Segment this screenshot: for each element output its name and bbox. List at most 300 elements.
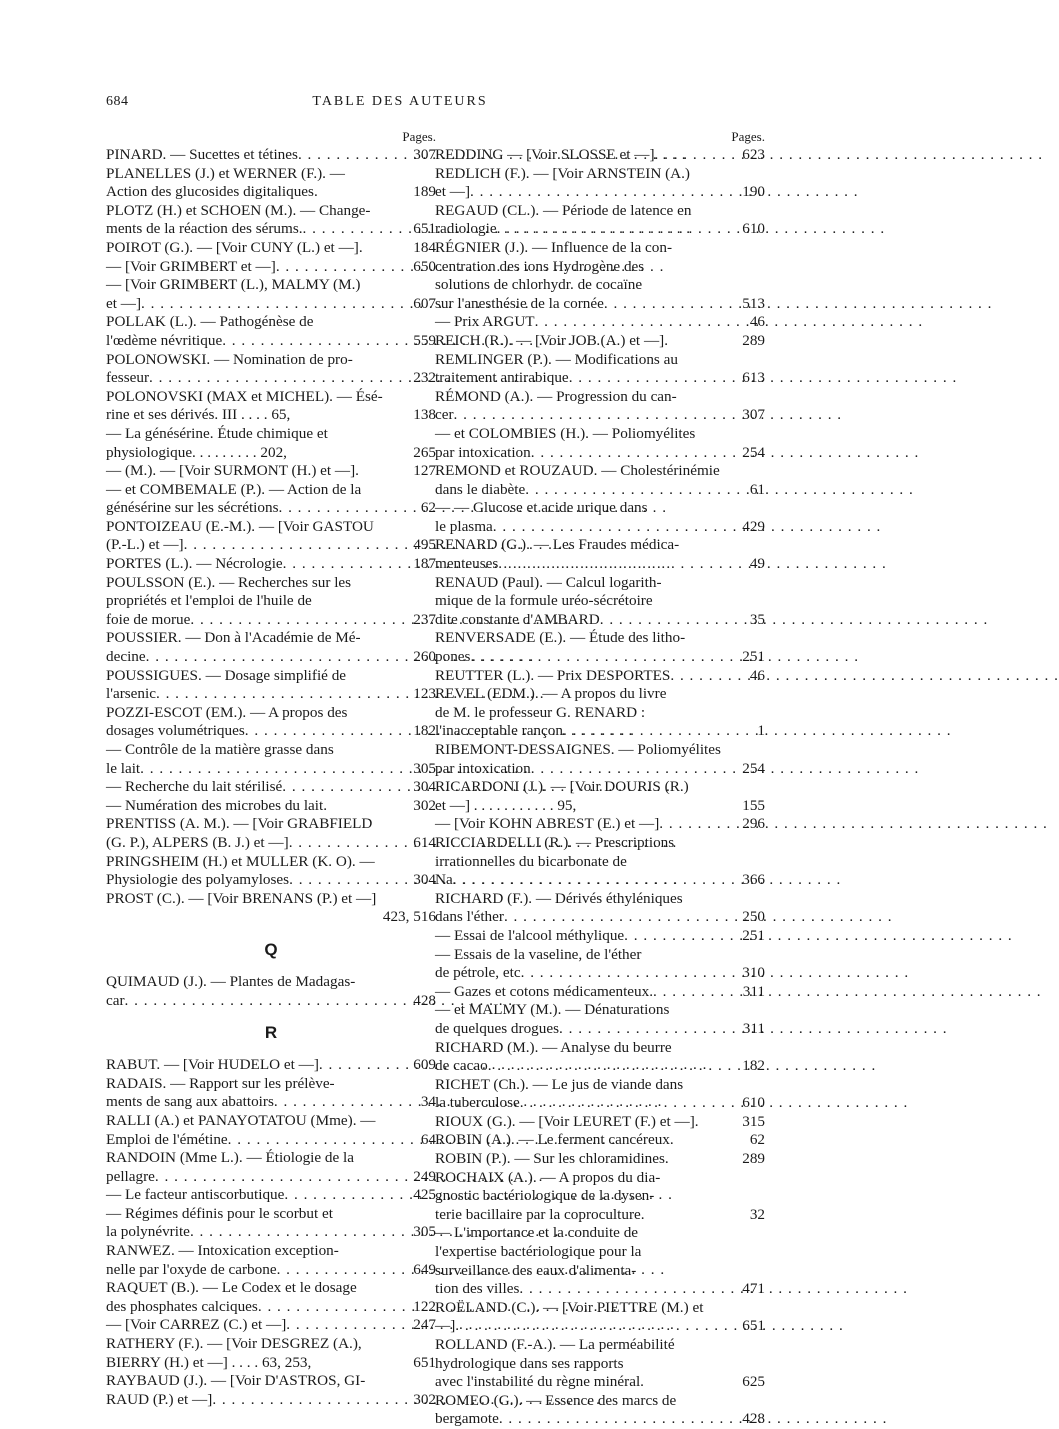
entry-text: le plasma: [435, 517, 493, 535]
index-entry: [106, 797, 436, 816]
entry-line: [106, 973, 436, 992]
page-ref: 649: [413, 1260, 436, 1278]
entry-line: [435, 1206, 765, 1225]
entry-line: [106, 1075, 436, 1094]
entry-line: [435, 871, 765, 890]
entry-text: de cacao: [435, 1057, 488, 1075]
entry-text: REDDING — [Voir SLOSSE et —]: [435, 146, 655, 163]
entry-text: POULSSON (E.). — Recherches sur les: [106, 573, 352, 591]
entry-text: des phosphates calciques: [106, 1297, 258, 1315]
index-entry: [435, 629, 765, 666]
entry-line: [106, 871, 436, 890]
index-entry: [435, 462, 765, 499]
entry-line: [106, 1205, 436, 1224]
page-ref: 138: [413, 406, 436, 424]
entry-line: [435, 927, 765, 946]
entry-line: [435, 518, 765, 537]
index-entry: [435, 983, 765, 1002]
entry-text: RENARD (G.). — Les Fraudes médica-: [435, 536, 680, 554]
dot-leader: [563, 722, 754, 741]
index-entry: [106, 481, 436, 518]
left-column: [106, 128, 436, 1409]
index-entry: [435, 499, 765, 536]
page-ref: 651: [413, 220, 436, 238]
entry-text: REMOND et ROUZAUD. — Cholestérinémie: [435, 462, 720, 480]
dot-leader: [520, 1094, 739, 1113]
index-entry: [435, 927, 765, 946]
index-entry: [435, 1169, 765, 1225]
entry-line: [435, 890, 765, 909]
page-ref: 32: [749, 1205, 765, 1223]
entry-text: ments de la réaction des sérums.: [106, 220, 303, 238]
page-ref: 423, 516: [382, 908, 436, 926]
entry-line: [435, 946, 765, 965]
index-entry: [435, 1113, 765, 1132]
page-ref: 428: [742, 1410, 765, 1428]
entry-line: [435, 629, 765, 648]
entry-line: [106, 332, 436, 351]
entry-line: [435, 1373, 765, 1392]
dot-leader: [363, 239, 411, 258]
index-entry: [106, 1242, 436, 1279]
dot-leader: [284, 1186, 410, 1205]
index-entry: [106, 890, 436, 927]
entry-line: [435, 704, 765, 723]
entry-line: [435, 1113, 765, 1132]
entry-line: [435, 481, 765, 500]
page-ref: 310: [742, 964, 765, 982]
page-ref: 289: [742, 331, 765, 349]
entry-text: fesseur: [106, 369, 150, 387]
entry-line: [106, 667, 436, 686]
page-ref: 610: [742, 220, 765, 238]
entry-text: ROCHAIX (A.). — A propos du dia-: [435, 1168, 661, 1186]
dot-leader: [569, 369, 740, 388]
index-entry: [106, 815, 436, 852]
page-ref: 184: [413, 238, 436, 256]
entry-line: [435, 165, 765, 184]
index-entry: [106, 239, 436, 258]
dot-leader: [141, 295, 410, 314]
page-ref: 302: [413, 1390, 436, 1408]
entry-line: [106, 536, 436, 555]
entry-line: [106, 1186, 436, 1205]
index-entry: [106, 351, 436, 388]
entry-text: RATHERY (F.). — [Voir DESGREZ (A.),: [106, 1335, 362, 1353]
entry-line: [106, 685, 436, 704]
entry-line: [106, 592, 436, 611]
entry-text: RICHARD (F.). — Dérivés éthyléniques: [435, 889, 683, 907]
entry-line: [435, 1057, 765, 1076]
entry-text: l'inacceptable rançon: [435, 722, 563, 740]
entry-line: [435, 332, 765, 351]
entry-text: RABUT. — [Voir HUDELO et —]: [106, 1056, 319, 1074]
dot-leader: [289, 834, 411, 853]
page-ref: 296: [742, 815, 765, 833]
entry-text: centration des ions Hydrogène des: [435, 257, 645, 275]
entry-line: [106, 258, 436, 277]
dot-leader: [318, 183, 410, 202]
entry-line: [435, 1336, 765, 1355]
dot-leader: [659, 815, 739, 834]
dot-leader: [125, 992, 411, 1011]
entry-line: [435, 444, 765, 463]
dot-leader: [155, 1168, 410, 1187]
page-ref: 35: [749, 610, 765, 628]
entry-line: [435, 760, 765, 779]
dot-leader: [624, 927, 739, 946]
entry-text: RANWEZ. — Intoxication exception-: [106, 1242, 339, 1260]
entry-text: PORTES (L.). — Nécrologie: [106, 555, 283, 573]
index-entry: [435, 1039, 765, 1076]
entry-text: surveillance des eaux d'alimenta-: [435, 1261, 637, 1279]
entry-line: [435, 1299, 765, 1318]
dot-leader: [499, 1410, 739, 1429]
entry-text: decine: [106, 648, 146, 666]
section-letter: R: [264, 1023, 278, 1043]
entry-text: cer: [435, 406, 454, 424]
index-entry: [435, 667, 765, 686]
entry-text: terie bacillaire par la coproculture.: [435, 1205, 645, 1223]
entry-text: l'arsenic: [106, 685, 156, 703]
dot-leader: [190, 611, 410, 630]
entry-text: PROST (C.). — [Voir BRENANS (P.) et —]: [106, 889, 377, 907]
index-entry: [435, 202, 765, 239]
entry-line: [435, 611, 765, 630]
entry-text: la polynévrite: [106, 1223, 190, 1241]
entry-text: la tuberculose: [435, 1094, 520, 1112]
dot-leader: [190, 1223, 410, 1242]
section-letter: Q: [264, 939, 278, 959]
entry-text: — [Voir CARREZ (C.) et —]: [106, 1316, 287, 1334]
entry-text: menteuses: [435, 555, 499, 573]
entry-line: [106, 1056, 436, 1075]
entry-line: [435, 388, 765, 407]
entry-line: [435, 220, 765, 239]
index-entry: [106, 202, 436, 239]
entry-line: [435, 1094, 765, 1113]
entry-text: rine et ses dérivés. III . . . . 65,: [106, 406, 291, 424]
entry-text: dosages volumétriques: [106, 722, 245, 740]
entry-text: —]: [435, 1317, 456, 1335]
dot-leader: [319, 1056, 410, 1075]
entry-text: dans l'éther: [435, 908, 504, 926]
page-ref: 425: [413, 1186, 436, 1204]
index-entry: [106, 1186, 436, 1205]
entry-text: par intoxication: [435, 759, 531, 777]
page-ref: 513: [742, 294, 765, 312]
dot-leader: [286, 1316, 410, 1335]
page-ref: 249: [413, 1167, 436, 1185]
page-ref: 614: [413, 833, 436, 851]
entry-line: [106, 890, 436, 909]
entry-line: [435, 1187, 765, 1206]
entry-text: radiologie: [435, 220, 497, 238]
entry-line: [106, 1223, 436, 1242]
dot-leader: [521, 964, 740, 983]
entry-line: [435, 239, 765, 258]
entry-text: — et COLOMBIES (H.). — Poliomyélites: [435, 424, 696, 442]
index-entry: [106, 146, 436, 165]
index-entry: [106, 388, 436, 425]
index-entry: [106, 1205, 436, 1242]
entry-text: RÉGNIER (J.). — Influence de la con-: [435, 238, 673, 256]
index-entry: [435, 1076, 765, 1113]
entry-line: [435, 313, 765, 332]
index-entry: [435, 1224, 765, 1298]
index-entry: [435, 536, 765, 573]
entry-text: RÉMOND (A.). — Progression du can-: [435, 387, 677, 405]
entry-text: RIOUX (G.). — [Voir LEURET (F.) et —].: [435, 1112, 699, 1130]
index-entry: [106, 667, 436, 704]
entry-line: [435, 908, 765, 927]
entry-text: — Gazes et cotons médicamenteux.: [435, 982, 654, 1000]
dot-leader: [493, 518, 739, 537]
entry-text: tion des villes: [435, 1280, 520, 1298]
entry-line: [106, 202, 436, 221]
entry-line: [435, 146, 765, 165]
index-entry: [435, 332, 765, 351]
index-entry: [106, 518, 436, 555]
entry-text: de quelques drogues: [435, 1019, 559, 1037]
entry-text: PLANELLES (J.) et WERNER (F.). —: [106, 164, 345, 182]
entry-text: irrationnelles du bicarbonate de: [435, 852, 627, 870]
entry-line: [106, 183, 436, 202]
index-entry: [435, 574, 765, 630]
entry-text: ROËLAND (C.). — [Voir PIETTRE (M.) et: [435, 1298, 704, 1316]
entry-line: [106, 351, 436, 370]
page-ref: 251: [742, 648, 765, 666]
entry-text: dite constante d'AMBARD: [435, 610, 600, 628]
entry-text: — [Voir GRIMBERT et —]: [106, 257, 276, 275]
entry-text: pones: [435, 648, 471, 666]
page-ref: 650: [413, 257, 436, 275]
entry-line: [106, 276, 436, 295]
entry-text: REVEL (EDM.). — A propos du livre: [435, 685, 667, 703]
entry-line: [435, 1001, 765, 1020]
entry-line: [106, 481, 436, 500]
entry-text: gnostic bactériologique de la dysen-: [435, 1187, 655, 1205]
entry-text: PLOTZ (H.) et SCHOEN (M.). — Change-: [106, 201, 371, 219]
dot-leader: [287, 444, 410, 463]
entry-line: [106, 1261, 436, 1280]
entry-text: Na: [435, 871, 453, 889]
entry-line: [106, 1335, 436, 1354]
dot-leader: [290, 406, 410, 425]
entry-line: [106, 1279, 436, 1298]
entry-line: [435, 853, 765, 872]
page-ref: 302: [413, 796, 436, 814]
entry-text: pellagre: [106, 1167, 155, 1185]
entry-line: [435, 964, 765, 983]
dot-leader: [531, 444, 739, 463]
entry-text: génésérine sur les sécrétions: [106, 499, 279, 517]
index-entry: [106, 276, 436, 313]
entry-text: — Régimes définis pour le scorbut et: [106, 1204, 333, 1222]
page-ref: 315: [742, 1112, 765, 1130]
entry-line: [435, 1392, 765, 1411]
entry-line: [435, 462, 765, 481]
entry-line: [106, 444, 436, 463]
dot-leader: [531, 760, 739, 779]
index-entry: [106, 574, 436, 630]
index-entry: [435, 351, 765, 388]
page-number: 684: [106, 94, 129, 109]
entry-line: [106, 1372, 436, 1391]
entry-line: [106, 741, 436, 760]
entry-line: [435, 778, 765, 797]
entry-line: [106, 313, 436, 332]
dot-leader: [359, 462, 410, 481]
entry-text: de pétrole, etc: [435, 964, 521, 982]
dot-leader: [455, 1317, 739, 1336]
dot-leader: [576, 797, 739, 816]
page-ref: 254: [742, 759, 765, 777]
page-ref: 182: [742, 1057, 765, 1075]
dot-leader: [278, 499, 417, 518]
index-entry: [435, 778, 765, 815]
index-entry: [435, 425, 765, 462]
page-ref: 304: [413, 778, 436, 796]
entry-text: — La génésérine. Étude chimique et: [106, 424, 328, 442]
page-ref: 254: [742, 443, 765, 461]
entry-line: [106, 388, 436, 407]
entry-line: [435, 1150, 765, 1169]
page-ref: 428: [413, 991, 436, 1009]
entry-text: POIROT (G.). — [Voir CUNY (L.) et —].: [106, 238, 363, 256]
entry-text: ROBIN (A.). — Le ferment cancéreux.: [435, 1131, 674, 1149]
dot-leader: [470, 648, 739, 667]
entry-text: RENAUD (Paul). — Calcul logarith-: [435, 573, 662, 591]
entry-line: [435, 536, 765, 555]
dot-leader: [106, 908, 380, 927]
dot-leader: [604, 295, 739, 314]
page-ref: 495: [413, 536, 436, 554]
entry-line: [435, 202, 765, 221]
entry-line: [106, 369, 436, 388]
entry-text: solutions de chlorhydr. de cocaïne: [435, 276, 643, 294]
entry-text: par intoxication: [435, 443, 531, 461]
index-entry: [435, 1299, 765, 1336]
entry-text: RAUD (P.) et —]: [106, 1390, 213, 1408]
entry-line: [435, 667, 765, 686]
page-ref: 250: [742, 908, 765, 926]
index-entry: [435, 1392, 765, 1429]
entry-text: RADAIS. — Rapport sur les prélève-: [106, 1074, 335, 1092]
entry-line: [106, 146, 436, 165]
entry-line: [435, 1317, 765, 1336]
index-entry: [106, 1075, 436, 1112]
entry-line: [435, 722, 765, 741]
entry-line: [106, 992, 436, 1011]
entry-text: (G. P.), ALPERS (B. J.) et —]: [106, 833, 289, 851]
dot-leader: [644, 1373, 739, 1392]
entry-line: [435, 648, 765, 667]
entry-text: foie de morue: [106, 610, 191, 628]
entry-text: ROBIN (P.). — Sur les chloramidines.: [435, 1150, 669, 1168]
entry-line: [435, 685, 765, 704]
index-entry: [106, 973, 436, 1010]
page-ref: 559: [413, 331, 436, 349]
entry-text: ments de sang aux abattoirs: [106, 1093, 274, 1111]
entry-text: — Recherche du lait stérilisé: [106, 778, 283, 796]
entry-text: POZZI-ESCOT (EM.). — A propos des: [106, 703, 348, 721]
dot-leader: [535, 313, 747, 332]
page-ref: 307: [742, 406, 765, 424]
index-entry: [106, 1279, 436, 1316]
entry-line: [106, 462, 436, 481]
dot-leader: [645, 1206, 747, 1225]
entry-text: RICCIARDELLI (R.). — Prescriptions: [435, 833, 675, 851]
entry-line: [106, 834, 436, 853]
entry-text: — [Voir KOHN ABREST (E.) et —]: [435, 815, 660, 833]
index-entry: [106, 1149, 436, 1186]
entry-line: [435, 295, 765, 314]
index-entry: [106, 1056, 436, 1075]
entry-line: [106, 815, 436, 834]
index-entry: [435, 146, 765, 165]
dot-leader: [488, 1057, 740, 1076]
page-ref: 123: [413, 685, 436, 703]
page-ref: 187: [413, 555, 436, 573]
entry-line: [435, 1262, 765, 1281]
entry-text: avec l'instabilité du règne minéral.: [435, 1373, 644, 1391]
index-entry: [435, 685, 765, 741]
entry-line: [106, 1354, 436, 1373]
dot-leader: [519, 1280, 739, 1299]
entry-line: [435, 834, 765, 853]
page-ref: 247: [413, 1316, 436, 1334]
index-entry: [106, 1372, 436, 1409]
entry-text: BIERRY (H.) et —] . . . . 63, 253,: [106, 1353, 312, 1371]
entry-text: REUTTER (L.). — Prix DESPORTES: [435, 666, 671, 684]
entry-line: [435, 983, 765, 1002]
entry-text: hydrologique dans ses rapports: [435, 1354, 624, 1372]
entry-line: [106, 797, 436, 816]
index-entry: [106, 425, 436, 462]
index-entry: [106, 462, 436, 481]
entry-text: RIBEMONT-DESSAIGNES. — Poliomyélites: [435, 741, 721, 758]
dot-leader: [504, 908, 739, 927]
dot-leader: [222, 332, 410, 351]
page-ref: 651: [413, 1353, 436, 1371]
entry-text: Action des glucosides digitaliques.: [106, 183, 318, 201]
dot-leader: [453, 871, 740, 890]
entry-line: [106, 1316, 436, 1335]
dot-leader: [525, 481, 747, 500]
entry-text: RANDOIN (Mme L.). — Étiologie de la: [106, 1149, 355, 1167]
entry-text: RAYBAUD (J.). — [Voir D'ASTROS, GI-: [106, 1372, 366, 1390]
index-entry: [106, 741, 436, 778]
dot-leader: [276, 258, 410, 277]
entry-text: POUSSIER. — Don à l'Académie de Mé-: [106, 629, 361, 647]
entry-line: [435, 1355, 765, 1374]
page-ref: 311: [742, 982, 765, 1000]
right-column: [435, 128, 765, 1429]
entry-line: [435, 406, 765, 425]
index-entry: [435, 313, 765, 332]
entry-text: nelle par l'oxyde de carbone: [106, 1260, 277, 1278]
page-ref: 471: [742, 1280, 765, 1298]
dot-leader: [289, 871, 410, 890]
dot-leader: [668, 332, 739, 351]
entry-text: — Le facteur antiscorbutique: [106, 1186, 285, 1204]
entry-text: le lait: [106, 759, 141, 777]
entry-line: [435, 258, 765, 277]
entry-line: [106, 778, 436, 797]
index-entry: [435, 890, 765, 927]
entry-text: et —] . . . . . . . . . . . 95,: [435, 796, 577, 814]
